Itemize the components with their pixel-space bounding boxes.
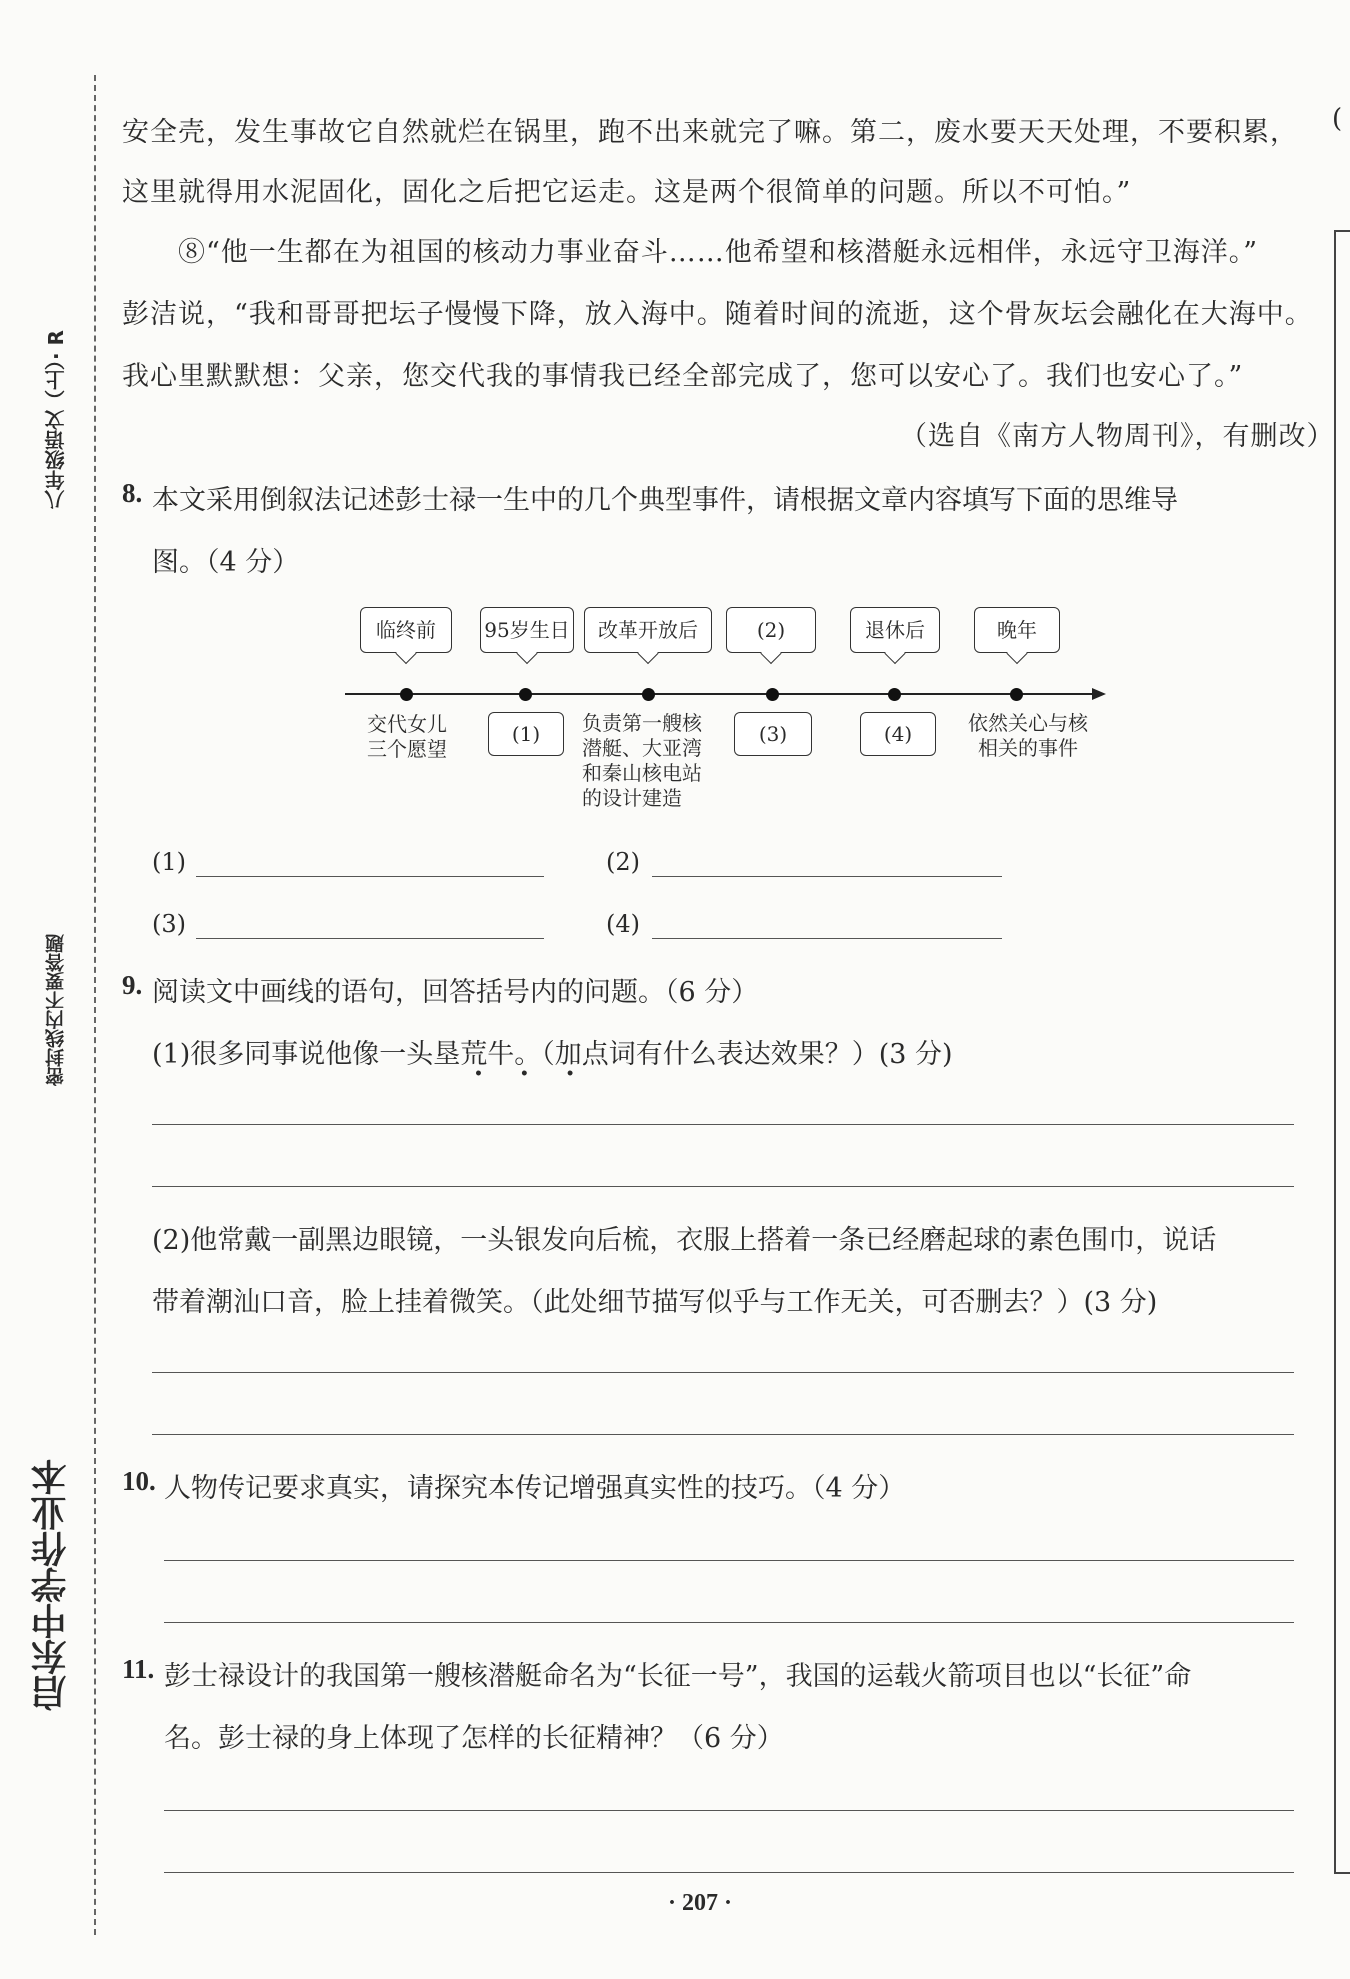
seal-dashed-line bbox=[94, 75, 96, 1935]
question-10-text: 人物传记要求真实，请探究本传记增强真实性的技巧。（4 分） bbox=[164, 1473, 906, 1504]
timeline-node-3 bbox=[642, 688, 655, 701]
sidebar-seal-label: 密封线内不要答题 bbox=[45, 934, 67, 1086]
callout-after-retirement: 退休后 bbox=[850, 607, 940, 653]
question-11-text-line-2: 名。彭士禄的身上体现了怎样的长征精神？（6 分） bbox=[164, 1723, 784, 1754]
timeline-node-2 bbox=[519, 688, 532, 701]
emphasis-dots: • • • bbox=[474, 1066, 591, 1082]
answer-line-1[interactable] bbox=[196, 876, 544, 877]
answer-line-2[interactable] bbox=[652, 876, 1002, 877]
q9-2-answer-line-2[interactable] bbox=[152, 1434, 1294, 1435]
question-8-text-line-2: 图。（4 分） bbox=[152, 547, 300, 578]
answer-label-4: (4) bbox=[606, 910, 640, 938]
event-after-reform: 负责第一艘核 潜艇、大亚湾 和秦山核电站 的设计建造 bbox=[582, 711, 702, 810]
q9-1-answer-line-2[interactable] bbox=[152, 1186, 1294, 1187]
question-8-number: 8. bbox=[122, 478, 143, 508]
question-10-number: 10. bbox=[122, 1466, 156, 1496]
page-number: · 207 · bbox=[667, 1890, 732, 1916]
timeline-node-1 bbox=[400, 688, 413, 701]
question-9-sub-2-line-1: (2)他常戴一副黑边眼镜，一头银发向后梳，衣服上搭着一条已经磨起球的素色围巾，说话 bbox=[152, 1225, 1217, 1256]
blank-box-1: (1) bbox=[488, 712, 564, 756]
passage-line-2: 这里就得用水泥固化，固化之后把它运走。这是两个很简单的问题。所以不可怕。” bbox=[122, 177, 1132, 208]
question-9-sub-1: (1)很多同事说他像一头垦荒牛。（加点词有什么表达效果？）(3 分) bbox=[152, 1039, 953, 1070]
q9-2-answer-line-1[interactable] bbox=[152, 1372, 1294, 1373]
timeline-node-6 bbox=[1010, 688, 1023, 701]
timeline-arrow bbox=[340, 684, 1110, 704]
q11-answer-line-2[interactable] bbox=[164, 1872, 1294, 1873]
callout-later-years: 晚年 bbox=[974, 607, 1060, 653]
callout-blank-2: (2) bbox=[726, 607, 816, 653]
q11-answer-line-1[interactable] bbox=[164, 1810, 1294, 1811]
question-11-number: 11. bbox=[122, 1654, 155, 1684]
passage-line-4: 彭洁说，“我和哥哥把坛子慢慢下降，放入海中。随着时间的流逝，这个骨灰坛会融化在大海中。 bbox=[122, 299, 1313, 330]
passage-line-5: 我心里默默想：父亲，您交代我的事情我已经全部完成了，您可以安心了。我们也安心了。” bbox=[122, 361, 1244, 392]
blank-box-3: (3) bbox=[734, 712, 812, 756]
sidebar-book-title: 启东中学作业本 bbox=[31, 1459, 72, 1711]
q10-answer-line-1[interactable] bbox=[164, 1560, 1294, 1561]
passage-line-1: 安全壳，发生事故它自然就烂在锅里，跑不出来就完了嘛。第二，废水要天天处理，不要积累， bbox=[122, 117, 1298, 148]
answer-label-3: (3) bbox=[152, 910, 186, 938]
question-9-number: 9. bbox=[122, 970, 143, 1000]
right-edge-paren: ( bbox=[1332, 104, 1343, 134]
question-8-text-line-1: 本文采用倒叙法记述彭士禄一生中的几个典型事件，请根据文章内容填写下面的思维导 bbox=[152, 485, 1178, 516]
timeline-node-4 bbox=[766, 688, 779, 701]
answer-line-3[interactable] bbox=[196, 938, 544, 939]
blank-box-4: (4) bbox=[860, 712, 936, 756]
passage-line-3: ⑧“他一生都在为祖国的核动力事业奋斗……他希望和核潜艇永远相伴，永远守卫海洋。” bbox=[178, 237, 1259, 268]
q10-answer-line-2[interactable] bbox=[164, 1622, 1294, 1623]
callout-95th-birthday: 95岁生日 bbox=[480, 607, 574, 653]
answer-label-2: (2) bbox=[606, 848, 640, 876]
right-edge-frame bbox=[1334, 230, 1350, 1874]
answer-label-1: (1) bbox=[152, 848, 186, 876]
passage-source: （选自《南方人物周刊》，有删改） bbox=[900, 421, 1335, 452]
question-9-sub-2-line-2: 带着潮汕口音，脸上挂着微笑。（此处细节描写似乎与工作无关，可否删去？）(3 分) bbox=[152, 1287, 1158, 1318]
question-9-text: 阅读文中画线的语句，回答括号内的问题。（6 分） bbox=[152, 977, 759, 1008]
callout-after-reform: 改革开放后 bbox=[584, 607, 712, 653]
timeline-node-5 bbox=[888, 688, 901, 701]
callout-final-days: 临终前 bbox=[360, 607, 452, 653]
event-later-years: 依然关心与核 相关的事件 bbox=[968, 711, 1088, 760]
answer-line-4[interactable] bbox=[652, 938, 1002, 939]
question-11-text-line-1: 彭士禄设计的我国第一艘核潜艇命名为“长征一号”，我国的运载火箭项目也以“长征”命 bbox=[164, 1661, 1192, 1692]
event-final-days: 交代女儿 三个愿望 bbox=[367, 712, 447, 761]
sidebar-grade-label: 八年级语文（上）· R bbox=[38, 295, 74, 545]
q9-1-answer-line-1[interactable] bbox=[152, 1124, 1294, 1125]
